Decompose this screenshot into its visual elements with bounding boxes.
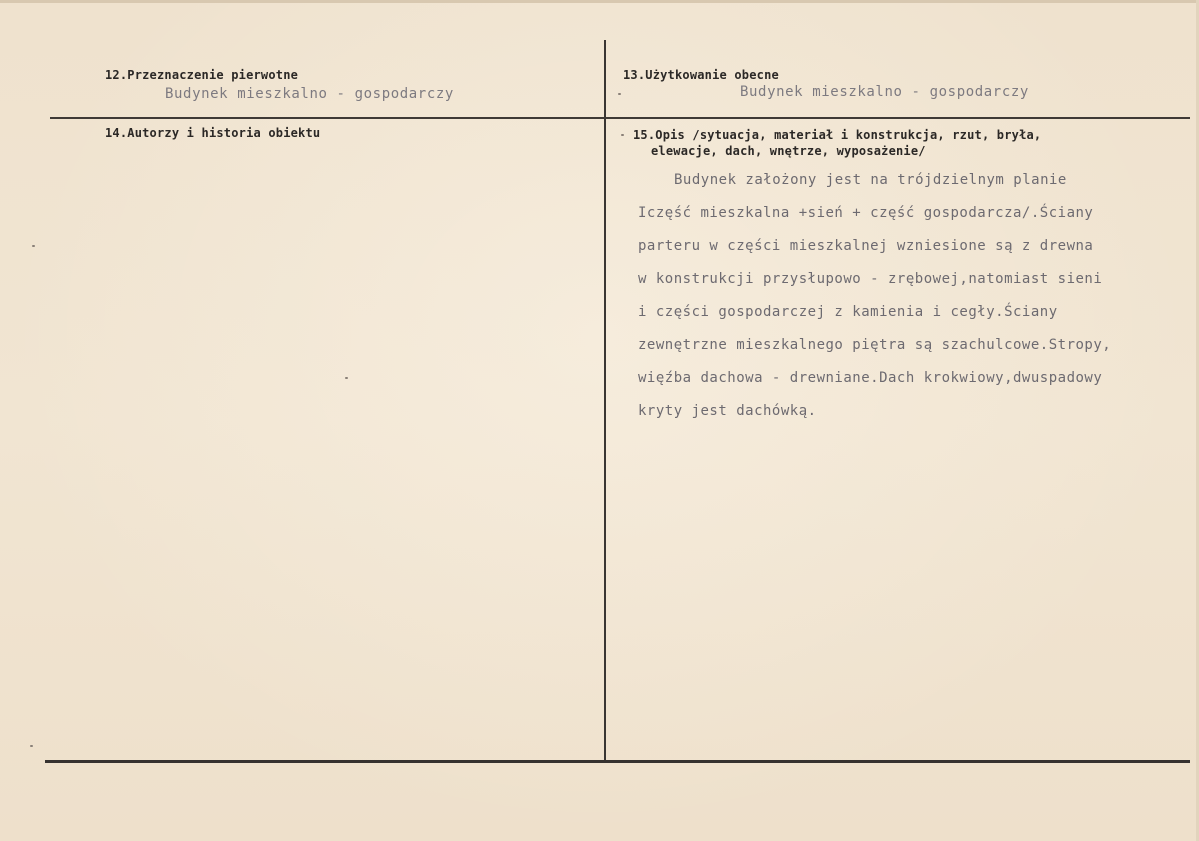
description-line: w konstrukcji przysłupowo - zrębowej,natomiast sieni	[638, 271, 1103, 287]
field-15-label-continued: elewacje, dach, wnętrze, wyposażenie/	[651, 144, 926, 158]
field-13-value: Budynek mieszkalno - gospodarczy	[740, 84, 1029, 100]
description-line: Budynek założony jest na trójdzielnym planie	[674, 172, 1067, 188]
paper-speck	[30, 745, 33, 747]
sheet-edge-top	[0, 0, 1199, 3]
field-13-label: 13.Użytkowanie obecne	[623, 68, 779, 82]
field-15-label: 15.Opis /sytuacja, materiał i konstrukcja, rzut, bryła,	[633, 128, 1042, 142]
paper-speck	[32, 245, 35, 247]
row-divider	[50, 117, 1190, 119]
paper-speck	[345, 377, 348, 379]
field-14-label: 14.Autorzy i historia obiektu	[105, 126, 321, 140]
field-12-label: 12.Przeznaczenie pierwotne	[105, 68, 299, 82]
paper-speck	[618, 93, 621, 95]
paper-speck	[621, 134, 624, 136]
description-line: zewnętrzne mieszkalnego piętra są szachulcowe.Stropy,	[638, 337, 1112, 353]
description-line: i części gospodarczej z kamienia i cegły.Ściany	[638, 304, 1058, 320]
description-line: kryty jest dachówką.	[638, 403, 817, 419]
description-line: więźba dachowa - drewniane.Dach krokwiowy,dwuspadowy	[638, 370, 1103, 386]
description-line: Iczęść mieszkalna +sień + część gospodarcza/.Ściany	[638, 205, 1094, 221]
bottom-rule	[45, 760, 1190, 763]
description-line: parteru w części mieszkalnej wzniesione są z drewna	[638, 238, 1094, 254]
field-15-description	[638, 172, 1111, 436]
field-12-value: Budynek mieszkalno - gospodarczy	[165, 86, 454, 102]
column-divider	[604, 40, 606, 760]
